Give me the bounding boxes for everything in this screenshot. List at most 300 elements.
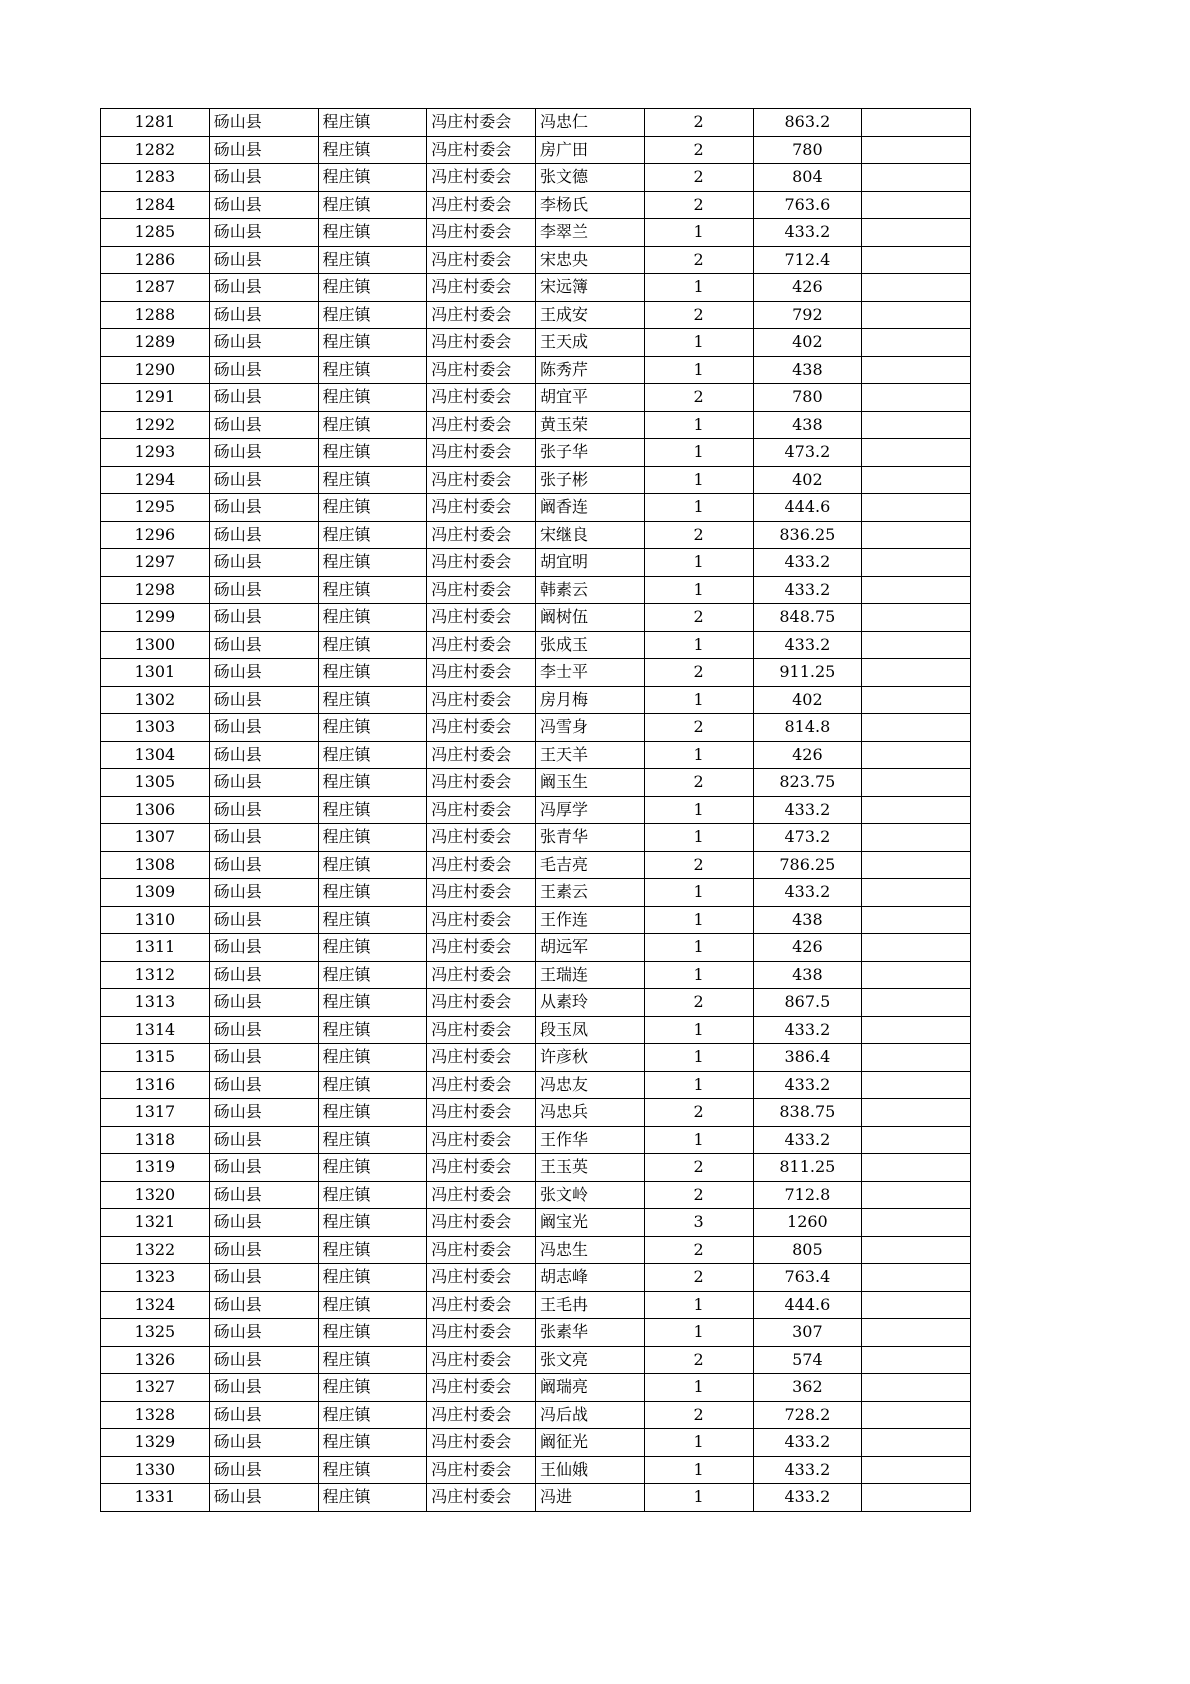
count-cell: 1 bbox=[644, 686, 753, 714]
note-cell bbox=[862, 1126, 971, 1154]
name-cell: 冯忠兵 bbox=[536, 1099, 645, 1127]
village-committee-cell: 冯庄村委会 bbox=[427, 934, 536, 962]
row-number-cell: 1331 bbox=[101, 1484, 210, 1512]
town-cell: 程庄镇 bbox=[318, 246, 427, 274]
count-cell: 1 bbox=[644, 219, 753, 247]
village-committee-cell: 冯庄村委会 bbox=[427, 411, 536, 439]
count-cell: 1 bbox=[644, 1456, 753, 1484]
row-number-cell: 1325 bbox=[101, 1319, 210, 1347]
village-committee-cell: 冯庄村委会 bbox=[427, 714, 536, 742]
note-cell bbox=[862, 989, 971, 1017]
town-cell: 程庄镇 bbox=[318, 1456, 427, 1484]
name-cell: 王毛冉 bbox=[536, 1291, 645, 1319]
name-cell: 韩素云 bbox=[536, 576, 645, 604]
amount-cell: 792 bbox=[753, 301, 862, 329]
count-cell: 2 bbox=[644, 1236, 753, 1264]
county-cell: 砀山县 bbox=[209, 411, 318, 439]
row-number-cell: 1330 bbox=[101, 1456, 210, 1484]
table-row bbox=[101, 989, 971, 1017]
amount-cell: 433.2 bbox=[753, 1016, 862, 1044]
count-cell: 1 bbox=[644, 741, 753, 769]
row-number-cell: 1323 bbox=[101, 1264, 210, 1292]
amount-cell: 836.25 bbox=[753, 521, 862, 549]
table-row bbox=[101, 1319, 971, 1347]
village-committee-cell: 冯庄村委会 bbox=[427, 494, 536, 522]
village-committee-cell: 冯庄村委会 bbox=[427, 1429, 536, 1457]
table-row bbox=[101, 851, 971, 879]
town-cell: 程庄镇 bbox=[318, 1071, 427, 1099]
county-cell: 砀山县 bbox=[209, 274, 318, 302]
town-cell: 程庄镇 bbox=[318, 1346, 427, 1374]
town-cell: 程庄镇 bbox=[318, 1044, 427, 1072]
row-number-cell: 1297 bbox=[101, 549, 210, 577]
name-cell: 冯忠仁 bbox=[536, 109, 645, 137]
amount-cell: 362 bbox=[753, 1374, 862, 1402]
count-cell: 1 bbox=[644, 411, 753, 439]
name-cell: 王天羊 bbox=[536, 741, 645, 769]
name-cell: 李翠兰 bbox=[536, 219, 645, 247]
village-committee-cell: 冯庄村委会 bbox=[427, 246, 536, 274]
count-cell: 1 bbox=[644, 796, 753, 824]
town-cell: 程庄镇 bbox=[318, 301, 427, 329]
town-cell: 程庄镇 bbox=[318, 549, 427, 577]
table-row bbox=[101, 1264, 971, 1292]
town-cell: 程庄镇 bbox=[318, 1016, 427, 1044]
village-committee-cell: 冯庄村委会 bbox=[427, 439, 536, 467]
amount-cell: 402 bbox=[753, 329, 862, 357]
count-cell: 1 bbox=[644, 576, 753, 604]
amount-cell: 433.2 bbox=[753, 879, 862, 907]
county-cell: 砀山县 bbox=[209, 659, 318, 687]
name-cell: 王天成 bbox=[536, 329, 645, 357]
town-cell: 程庄镇 bbox=[318, 1154, 427, 1182]
note-cell bbox=[862, 1401, 971, 1429]
county-cell: 砀山县 bbox=[209, 1264, 318, 1292]
note-cell bbox=[862, 411, 971, 439]
village-committee-cell: 冯庄村委会 bbox=[427, 1209, 536, 1237]
county-cell: 砀山县 bbox=[209, 219, 318, 247]
amount-cell: 433.2 bbox=[753, 1484, 862, 1512]
county-cell: 砀山县 bbox=[209, 686, 318, 714]
amount-cell: 574 bbox=[753, 1346, 862, 1374]
name-cell: 张青华 bbox=[536, 824, 645, 852]
row-number-cell: 1302 bbox=[101, 686, 210, 714]
name-cell: 阚香连 bbox=[536, 494, 645, 522]
note-cell bbox=[862, 1181, 971, 1209]
note-cell bbox=[862, 659, 971, 687]
row-number-cell: 1293 bbox=[101, 439, 210, 467]
note-cell bbox=[862, 741, 971, 769]
amount-cell: 763.6 bbox=[753, 191, 862, 219]
row-number-cell: 1307 bbox=[101, 824, 210, 852]
note-cell bbox=[862, 1099, 971, 1127]
village-committee-cell: 冯庄村委会 bbox=[427, 164, 536, 192]
name-cell: 王作华 bbox=[536, 1126, 645, 1154]
note-cell bbox=[862, 769, 971, 797]
amount-cell: 433.2 bbox=[753, 1429, 862, 1457]
table-row bbox=[101, 1209, 971, 1237]
town-cell: 程庄镇 bbox=[318, 1264, 427, 1292]
amount-cell: 848.75 bbox=[753, 604, 862, 632]
amount-cell: 838.75 bbox=[753, 1099, 862, 1127]
amount-cell: 433.2 bbox=[753, 576, 862, 604]
name-cell: 冯忠生 bbox=[536, 1236, 645, 1264]
table-row bbox=[101, 631, 971, 659]
row-number-cell: 1308 bbox=[101, 851, 210, 879]
county-cell: 砀山县 bbox=[209, 1456, 318, 1484]
county-cell: 砀山县 bbox=[209, 549, 318, 577]
amount-cell: 433.2 bbox=[753, 549, 862, 577]
note-cell bbox=[862, 439, 971, 467]
village-committee-cell: 冯庄村委会 bbox=[427, 549, 536, 577]
village-committee-cell: 冯庄村委会 bbox=[427, 1291, 536, 1319]
name-cell: 李士平 bbox=[536, 659, 645, 687]
amount-cell: 444.6 bbox=[753, 1291, 862, 1319]
table-row bbox=[101, 824, 971, 852]
town-cell: 程庄镇 bbox=[318, 1291, 427, 1319]
name-cell: 李杨氏 bbox=[536, 191, 645, 219]
amount-cell: 426 bbox=[753, 934, 862, 962]
row-number-cell: 1310 bbox=[101, 906, 210, 934]
town-cell: 程庄镇 bbox=[318, 384, 427, 412]
name-cell: 张成玉 bbox=[536, 631, 645, 659]
row-number-cell: 1315 bbox=[101, 1044, 210, 1072]
name-cell: 冯厚学 bbox=[536, 796, 645, 824]
county-cell: 砀山县 bbox=[209, 1181, 318, 1209]
row-number-cell: 1285 bbox=[101, 219, 210, 247]
amount-cell: 426 bbox=[753, 741, 862, 769]
count-cell: 1 bbox=[644, 274, 753, 302]
village-committee-cell: 冯庄村委会 bbox=[427, 1319, 536, 1347]
village-committee-cell: 冯庄村委会 bbox=[427, 1456, 536, 1484]
village-committee-cell: 冯庄村委会 bbox=[427, 576, 536, 604]
row-number-cell: 1288 bbox=[101, 301, 210, 329]
amount-cell: 712.8 bbox=[753, 1181, 862, 1209]
note-cell bbox=[862, 466, 971, 494]
amount-cell: 307 bbox=[753, 1319, 862, 1347]
row-number-cell: 1316 bbox=[101, 1071, 210, 1099]
name-cell: 阚树伍 bbox=[536, 604, 645, 632]
table-row bbox=[101, 521, 971, 549]
town-cell: 程庄镇 bbox=[318, 851, 427, 879]
note-cell bbox=[862, 1154, 971, 1182]
table-row bbox=[101, 439, 971, 467]
row-number-cell: 1305 bbox=[101, 769, 210, 797]
note-cell bbox=[862, 796, 971, 824]
village-committee-cell: 冯庄村委会 bbox=[427, 604, 536, 632]
row-number-cell: 1286 bbox=[101, 246, 210, 274]
note-cell bbox=[862, 1071, 971, 1099]
count-cell: 2 bbox=[644, 164, 753, 192]
county-cell: 砀山县 bbox=[209, 1374, 318, 1402]
village-committee-cell: 冯庄村委会 bbox=[427, 1071, 536, 1099]
table-row bbox=[101, 1291, 971, 1319]
amount-cell: 473.2 bbox=[753, 439, 862, 467]
name-cell: 许彦秋 bbox=[536, 1044, 645, 1072]
county-cell: 砀山县 bbox=[209, 961, 318, 989]
count-cell: 1 bbox=[644, 631, 753, 659]
county-cell: 砀山县 bbox=[209, 631, 318, 659]
note-cell bbox=[862, 494, 971, 522]
county-cell: 砀山县 bbox=[209, 439, 318, 467]
table-row bbox=[101, 934, 971, 962]
village-committee-cell: 冯庄村委会 bbox=[427, 274, 536, 302]
count-cell: 2 bbox=[644, 659, 753, 687]
village-committee-cell: 冯庄村委会 bbox=[427, 1181, 536, 1209]
table-row bbox=[101, 1346, 971, 1374]
county-cell: 砀山县 bbox=[209, 1319, 318, 1347]
village-committee-cell: 冯庄村委会 bbox=[427, 989, 536, 1017]
note-cell bbox=[862, 384, 971, 412]
amount-cell: 867.5 bbox=[753, 989, 862, 1017]
amount-cell: 433.2 bbox=[753, 219, 862, 247]
table-row bbox=[101, 109, 971, 137]
count-cell: 1 bbox=[644, 1016, 753, 1044]
village-committee-cell: 冯庄村委会 bbox=[427, 741, 536, 769]
town-cell: 程庄镇 bbox=[318, 1374, 427, 1402]
table-row bbox=[101, 576, 971, 604]
village-committee-cell: 冯庄村委会 bbox=[427, 796, 536, 824]
amount-cell: 433.2 bbox=[753, 631, 862, 659]
town-cell: 程庄镇 bbox=[318, 136, 427, 164]
note-cell bbox=[862, 906, 971, 934]
village-committee-cell: 冯庄村委会 bbox=[427, 329, 536, 357]
amount-cell: 433.2 bbox=[753, 1071, 862, 1099]
amount-cell: 386.4 bbox=[753, 1044, 862, 1072]
row-number-cell: 1329 bbox=[101, 1429, 210, 1457]
table-row bbox=[101, 1401, 971, 1429]
county-cell: 砀山县 bbox=[209, 796, 318, 824]
row-number-cell: 1304 bbox=[101, 741, 210, 769]
village-committee-cell: 冯庄村委会 bbox=[427, 1154, 536, 1182]
village-committee-cell: 冯庄村委会 bbox=[427, 1484, 536, 1512]
county-cell: 砀山县 bbox=[209, 191, 318, 219]
name-cell: 王瑞连 bbox=[536, 961, 645, 989]
note-cell bbox=[862, 1429, 971, 1457]
count-cell: 1 bbox=[644, 1044, 753, 1072]
count-cell: 1 bbox=[644, 824, 753, 852]
town-cell: 程庄镇 bbox=[318, 659, 427, 687]
name-cell: 阚征光 bbox=[536, 1429, 645, 1457]
amount-cell: 426 bbox=[753, 274, 862, 302]
row-number-cell: 1287 bbox=[101, 274, 210, 302]
town-cell: 程庄镇 bbox=[318, 164, 427, 192]
village-committee-cell: 冯庄村委会 bbox=[427, 686, 536, 714]
amount-cell: 438 bbox=[753, 906, 862, 934]
county-cell: 砀山县 bbox=[209, 356, 318, 384]
name-cell: 房广田 bbox=[536, 136, 645, 164]
table-row bbox=[101, 246, 971, 274]
table-row bbox=[101, 219, 971, 247]
town-cell: 程庄镇 bbox=[318, 1401, 427, 1429]
name-cell: 王玉英 bbox=[536, 1154, 645, 1182]
town-cell: 程庄镇 bbox=[318, 686, 427, 714]
town-cell: 程庄镇 bbox=[318, 439, 427, 467]
row-number-cell: 1324 bbox=[101, 1291, 210, 1319]
table-row bbox=[101, 1044, 971, 1072]
amount-cell: 804 bbox=[753, 164, 862, 192]
table-row bbox=[101, 769, 971, 797]
amount-cell: 438 bbox=[753, 356, 862, 384]
town-cell: 程庄镇 bbox=[318, 1429, 427, 1457]
count-cell: 1 bbox=[644, 1319, 753, 1347]
count-cell: 1 bbox=[644, 1374, 753, 1402]
town-cell: 程庄镇 bbox=[318, 1181, 427, 1209]
county-cell: 砀山县 bbox=[209, 934, 318, 962]
note-cell bbox=[862, 631, 971, 659]
amount-cell: 712.4 bbox=[753, 246, 862, 274]
amount-cell: 780 bbox=[753, 136, 862, 164]
count-cell: 1 bbox=[644, 356, 753, 384]
amount-cell: 438 bbox=[753, 411, 862, 439]
town-cell: 程庄镇 bbox=[318, 329, 427, 357]
village-committee-cell: 冯庄村委会 bbox=[427, 219, 536, 247]
table-row bbox=[101, 1374, 971, 1402]
county-cell: 砀山县 bbox=[209, 824, 318, 852]
row-number-cell: 1322 bbox=[101, 1236, 210, 1264]
count-cell: 2 bbox=[644, 1346, 753, 1374]
county-cell: 砀山县 bbox=[209, 1126, 318, 1154]
table-row bbox=[101, 549, 971, 577]
table-row bbox=[101, 1071, 971, 1099]
town-cell: 程庄镇 bbox=[318, 576, 427, 604]
row-number-cell: 1326 bbox=[101, 1346, 210, 1374]
name-cell: 房月梅 bbox=[536, 686, 645, 714]
name-cell: 阚玉生 bbox=[536, 769, 645, 797]
village-committee-cell: 冯庄村委会 bbox=[427, 301, 536, 329]
village-committee-cell: 冯庄村委会 bbox=[427, 356, 536, 384]
count-cell: 1 bbox=[644, 1291, 753, 1319]
county-cell: 砀山县 bbox=[209, 604, 318, 632]
count-cell: 2 bbox=[644, 769, 753, 797]
name-cell: 王素云 bbox=[536, 879, 645, 907]
county-cell: 砀山县 bbox=[209, 769, 318, 797]
count-cell: 2 bbox=[644, 1099, 753, 1127]
count-cell: 1 bbox=[644, 549, 753, 577]
table-row bbox=[101, 741, 971, 769]
county-cell: 砀山县 bbox=[209, 576, 318, 604]
table-row bbox=[101, 1016, 971, 1044]
name-cell: 宋继良 bbox=[536, 521, 645, 549]
table-row bbox=[101, 466, 971, 494]
amount-cell: 911.25 bbox=[753, 659, 862, 687]
county-cell: 砀山县 bbox=[209, 301, 318, 329]
county-cell: 砀山县 bbox=[209, 906, 318, 934]
count-cell: 1 bbox=[644, 329, 753, 357]
amount-cell: 814.8 bbox=[753, 714, 862, 742]
note-cell bbox=[862, 549, 971, 577]
town-cell: 程庄镇 bbox=[318, 769, 427, 797]
amount-cell: 786.25 bbox=[753, 851, 862, 879]
village-committee-cell: 冯庄村委会 bbox=[427, 961, 536, 989]
row-number-cell: 1300 bbox=[101, 631, 210, 659]
amount-cell: 473.2 bbox=[753, 824, 862, 852]
amount-cell: 402 bbox=[753, 466, 862, 494]
table-row bbox=[101, 604, 971, 632]
town-cell: 程庄镇 bbox=[318, 219, 427, 247]
amount-cell: 444.6 bbox=[753, 494, 862, 522]
count-cell: 1 bbox=[644, 1126, 753, 1154]
row-number-cell: 1309 bbox=[101, 879, 210, 907]
name-cell: 宋忠央 bbox=[536, 246, 645, 274]
note-cell bbox=[862, 1264, 971, 1292]
amount-cell: 402 bbox=[753, 686, 862, 714]
village-committee-cell: 冯庄村委会 bbox=[427, 521, 536, 549]
county-cell: 砀山县 bbox=[209, 1044, 318, 1072]
town-cell: 程庄镇 bbox=[318, 989, 427, 1017]
note-cell bbox=[862, 301, 971, 329]
town-cell: 程庄镇 bbox=[318, 714, 427, 742]
count-cell: 2 bbox=[644, 1181, 753, 1209]
note-cell bbox=[862, 246, 971, 274]
town-cell: 程庄镇 bbox=[318, 796, 427, 824]
county-cell: 砀山县 bbox=[209, 494, 318, 522]
county-cell: 砀山县 bbox=[209, 1209, 318, 1237]
amount-cell: 763.4 bbox=[753, 1264, 862, 1292]
count-cell: 2 bbox=[644, 851, 753, 879]
name-cell: 胡志峰 bbox=[536, 1264, 645, 1292]
name-cell: 王仙娥 bbox=[536, 1456, 645, 1484]
town-cell: 程庄镇 bbox=[318, 494, 427, 522]
town-cell: 程庄镇 bbox=[318, 961, 427, 989]
table-row bbox=[101, 411, 971, 439]
row-number-cell: 1294 bbox=[101, 466, 210, 494]
count-cell: 1 bbox=[644, 961, 753, 989]
row-number-cell: 1312 bbox=[101, 961, 210, 989]
row-number-cell: 1306 bbox=[101, 796, 210, 824]
count-cell: 2 bbox=[644, 384, 753, 412]
name-cell: 从素玲 bbox=[536, 989, 645, 1017]
name-cell: 冯后战 bbox=[536, 1401, 645, 1429]
name-cell: 张素华 bbox=[536, 1319, 645, 1347]
county-cell: 砀山县 bbox=[209, 1346, 318, 1374]
count-cell: 1 bbox=[644, 439, 753, 467]
row-number-cell: 1296 bbox=[101, 521, 210, 549]
note-cell bbox=[862, 851, 971, 879]
county-cell: 砀山县 bbox=[209, 851, 318, 879]
note-cell bbox=[862, 136, 971, 164]
name-cell: 王成安 bbox=[536, 301, 645, 329]
village-committee-cell: 冯庄村委会 bbox=[427, 906, 536, 934]
village-committee-cell: 冯庄村委会 bbox=[427, 1016, 536, 1044]
county-cell: 砀山县 bbox=[209, 521, 318, 549]
count-cell: 1 bbox=[644, 906, 753, 934]
row-number-cell: 1283 bbox=[101, 164, 210, 192]
village-committee-cell: 冯庄村委会 bbox=[427, 1099, 536, 1127]
amount-cell: 433.2 bbox=[753, 1456, 862, 1484]
note-cell bbox=[862, 604, 971, 632]
amount-cell: 805 bbox=[753, 1236, 862, 1264]
county-cell: 砀山县 bbox=[209, 1429, 318, 1457]
row-number-cell: 1317 bbox=[101, 1099, 210, 1127]
village-committee-cell: 冯庄村委会 bbox=[427, 1126, 536, 1154]
note-cell bbox=[862, 521, 971, 549]
name-cell: 张文德 bbox=[536, 164, 645, 192]
name-cell: 冯忠友 bbox=[536, 1071, 645, 1099]
note-cell bbox=[862, 164, 971, 192]
amount-cell: 863.2 bbox=[753, 109, 862, 137]
county-cell: 砀山县 bbox=[209, 1236, 318, 1264]
village-committee-cell: 冯庄村委会 bbox=[427, 631, 536, 659]
village-committee-cell: 冯庄村委会 bbox=[427, 109, 536, 137]
amount-cell: 780 bbox=[753, 384, 862, 412]
name-cell: 冯进 bbox=[536, 1484, 645, 1512]
county-cell: 砀山县 bbox=[209, 1401, 318, 1429]
amount-cell: 438 bbox=[753, 961, 862, 989]
amount-cell: 433.2 bbox=[753, 1126, 862, 1154]
village-committee-cell: 冯庄村委会 bbox=[427, 1346, 536, 1374]
note-cell bbox=[862, 1236, 971, 1264]
